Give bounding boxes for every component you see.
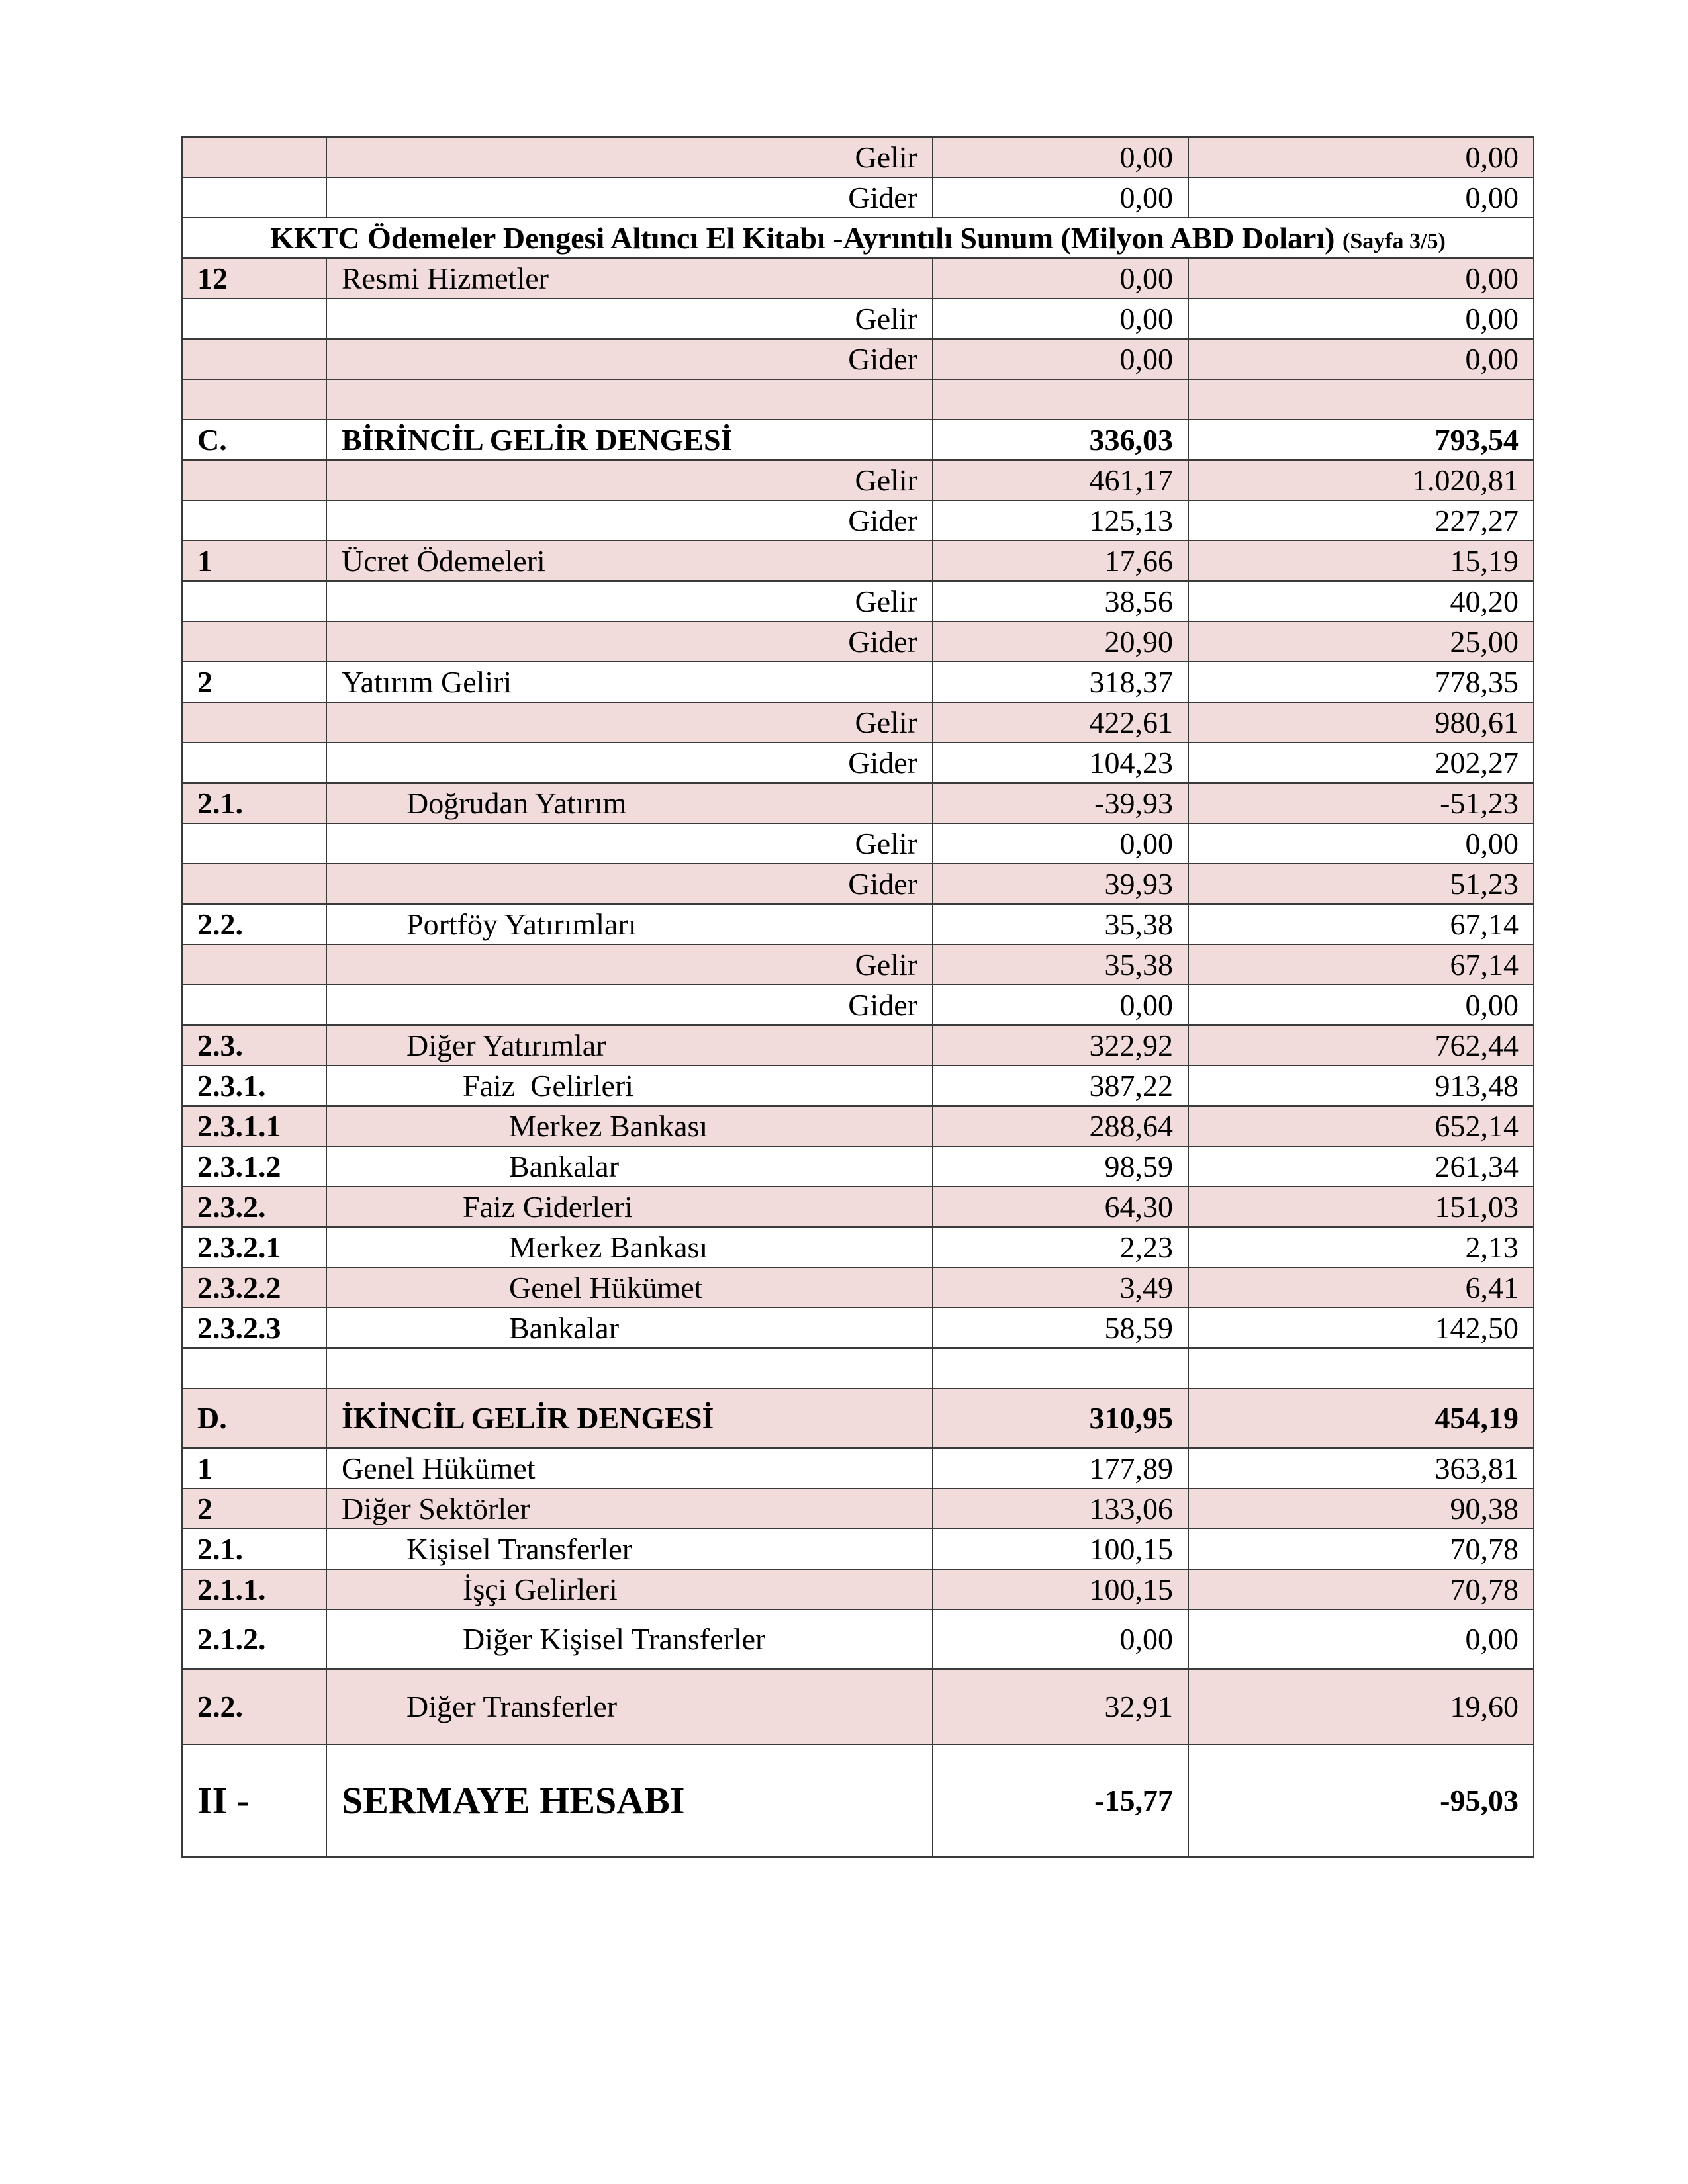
value-col1: 387,22	[933, 1066, 1188, 1106]
value-col2: 0,00	[1188, 1610, 1534, 1669]
value-col2: 67,14	[1188, 904, 1534, 944]
table-row	[182, 1227, 1534, 1267]
value-col2: 0,00	[1188, 298, 1534, 339]
row-label: Diğer Kişisel Transferler	[326, 1610, 933, 1669]
value-col2: 40,20	[1188, 581, 1534, 621]
value-col1: 104,23	[933, 743, 1188, 783]
table-row	[182, 258, 1534, 298]
value-col1: 310,95	[933, 1388, 1188, 1448]
value-col1: 2,23	[933, 1227, 1188, 1267]
value-col1: 35,38	[933, 944, 1188, 985]
value-col1: 32,91	[933, 1669, 1188, 1745]
code-cell: II -	[182, 1745, 326, 1857]
value-col2: 70,78	[1188, 1529, 1534, 1569]
code-cell: 2.3.1.1	[182, 1106, 326, 1146]
value-col1: 177,89	[933, 1448, 1188, 1488]
table-row	[182, 743, 1534, 783]
row-label: Bankalar	[326, 1308, 933, 1348]
table-row	[182, 581, 1534, 621]
code-cell	[182, 864, 326, 904]
value-col2: 454,19	[1188, 1388, 1534, 1448]
value-col1: 38,56	[933, 581, 1188, 621]
table-row	[182, 864, 1534, 904]
row-label: SERMAYE HESABI	[326, 1745, 933, 1857]
value-col2: 0,00	[1188, 985, 1534, 1025]
value-col1: 322,92	[933, 1025, 1188, 1066]
value-col1: 100,15	[933, 1569, 1188, 1610]
value-col1: 3,49	[933, 1267, 1188, 1308]
sub-label: Gider	[326, 500, 933, 541]
value-col2: 913,48	[1188, 1066, 1534, 1106]
code-cell	[182, 702, 326, 743]
row-label: Merkez Bankası	[326, 1106, 933, 1146]
sub-label: Gider	[326, 621, 933, 662]
code-cell: 2	[182, 662, 326, 702]
value-col1: 100,15	[933, 1529, 1188, 1569]
table-row	[182, 177, 1534, 218]
row-label: Genel Hükümet	[326, 1267, 933, 1308]
value-col2: 25,00	[1188, 621, 1534, 662]
value-col1: 20,90	[933, 621, 1188, 662]
sub-label: Gelir	[326, 298, 933, 339]
table-row	[182, 500, 1534, 541]
code-cell: C.	[182, 420, 326, 460]
table-row	[182, 1488, 1534, 1529]
value-col2: 51,23	[1188, 864, 1534, 904]
value-col2: 778,35	[1188, 662, 1534, 702]
row-label: İşçi Gelirleri	[326, 1569, 933, 1610]
value-col1: 17,66	[933, 541, 1188, 581]
value-col1: 64,30	[933, 1187, 1188, 1227]
sub-label: Gider	[326, 864, 933, 904]
balance-of-payments-table	[181, 136, 1534, 1858]
sub-label: Gider	[326, 985, 933, 1025]
table-row	[182, 541, 1534, 581]
value-col1: 461,17	[933, 460, 1188, 500]
table-row	[182, 621, 1534, 662]
sub-label: Gelir	[326, 137, 933, 177]
value-col2: 0,00	[1188, 137, 1534, 177]
table-row	[182, 1308, 1534, 1348]
sub-label: Gelir	[326, 702, 933, 743]
value-col2: 67,14	[1188, 944, 1534, 985]
sub-label: Gider	[326, 339, 933, 379]
code-cell	[182, 339, 326, 379]
code-cell	[182, 581, 326, 621]
code-cell: 2.1.	[182, 1529, 326, 1569]
row-label: Yatırım Geliri	[326, 662, 933, 702]
row-label: Doğrudan Yatırım	[326, 783, 933, 823]
value-col1: 35,38	[933, 904, 1188, 944]
row-label: Genel Hükümet	[326, 1448, 933, 1488]
section-header-row	[182, 1745, 1534, 1857]
sub-label: Gider	[326, 177, 933, 218]
value-col1: 0,00	[933, 1610, 1188, 1669]
value-col2: -95,03	[1188, 1745, 1534, 1857]
value-col2: 0,00	[1188, 339, 1534, 379]
value-col1: 288,64	[933, 1106, 1188, 1146]
sub-label: Gider	[326, 743, 933, 783]
code-cell: 2.3.1.2	[182, 1146, 326, 1187]
code-cell	[182, 460, 326, 500]
code-cell: 1	[182, 1448, 326, 1488]
table-row	[182, 1267, 1534, 1308]
table-row	[182, 1106, 1534, 1146]
table-row	[182, 702, 1534, 743]
value-col2: 90,38	[1188, 1488, 1534, 1529]
table-row	[182, 1025, 1534, 1066]
value-col2: 793,54	[1188, 420, 1534, 460]
table-row	[182, 662, 1534, 702]
code-cell: 2.3.1.	[182, 1066, 326, 1106]
row-label: Faiz Gelirleri	[326, 1066, 933, 1106]
table-row	[182, 1669, 1534, 1745]
row-label: Diğer Yatırımlar	[326, 1025, 933, 1066]
sub-label: Gelir	[326, 823, 933, 864]
value-col1: 0,00	[933, 823, 1188, 864]
value-col1: 422,61	[933, 702, 1188, 743]
row-label: Bankalar	[326, 1146, 933, 1187]
value-col2: 15,19	[1188, 541, 1534, 581]
table-row	[182, 823, 1534, 864]
row-label: İKİNCİL GELİR DENGESİ	[326, 1388, 933, 1448]
value-col2: 762,44	[1188, 1025, 1534, 1066]
value-col1: -39,93	[933, 783, 1188, 823]
code-cell: 2.3.2.1	[182, 1227, 326, 1267]
code-cell: 2.1.1.	[182, 1569, 326, 1610]
value-col2: 363,81	[1188, 1448, 1534, 1488]
code-cell: 2.2.	[182, 1669, 326, 1745]
value-col1: 318,37	[933, 662, 1188, 702]
section-header-row	[182, 1388, 1534, 1448]
code-cell: 12	[182, 258, 326, 298]
table-row	[182, 460, 1534, 500]
code-cell	[182, 944, 326, 985]
value-col2: 227,27	[1188, 500, 1534, 541]
blank-row	[182, 1348, 1534, 1388]
code-cell	[182, 823, 326, 864]
title-main: KKTC Ödemeler Dengesi Altıncı El Kitabı -Ayrıntılı Sunum (Milyon ABD Doları)	[270, 220, 1335, 255]
value-col2: 652,14	[1188, 1106, 1534, 1146]
table-row	[182, 1448, 1534, 1488]
code-cell: 2.1.2.	[182, 1610, 326, 1669]
value-col2: 0,00	[1188, 258, 1534, 298]
table-row	[182, 783, 1534, 823]
value-col1: 39,93	[933, 864, 1188, 904]
value-col1: 0,00	[933, 985, 1188, 1025]
code-cell	[182, 985, 326, 1025]
table-row	[182, 1187, 1534, 1227]
row-label: Diğer Sektörler	[326, 1488, 933, 1529]
value-col1: 0,00	[933, 137, 1188, 177]
value-col2: 6,41	[1188, 1267, 1534, 1308]
row-label: Diğer Transferler	[326, 1669, 933, 1745]
value-col2: 980,61	[1188, 702, 1534, 743]
title-page-ref: (Sayfa 3/5)	[1342, 228, 1446, 253]
table-row	[182, 1569, 1534, 1610]
code-cell	[182, 177, 326, 218]
value-col2: 142,50	[1188, 1308, 1534, 1348]
row-label: Ücret Ödemeleri	[326, 541, 933, 581]
code-cell: 2.2.	[182, 904, 326, 944]
value-col1: 58,59	[933, 1308, 1188, 1348]
table-row	[182, 298, 1534, 339]
value-col1: 125,13	[933, 500, 1188, 541]
code-cell	[182, 298, 326, 339]
row-label: Portföy Yatırımları	[326, 904, 933, 944]
value-col2: 0,00	[1188, 177, 1534, 218]
value-col2: 0,00	[1188, 823, 1534, 864]
code-cell	[182, 621, 326, 662]
code-cell: 2.3.2.2	[182, 1267, 326, 1308]
row-label: BİRİNCİL GELİR DENGESİ	[326, 420, 933, 460]
code-cell: 2.1.	[182, 783, 326, 823]
value-col1: 0,00	[933, 298, 1188, 339]
title-row	[182, 218, 1534, 258]
table-row	[182, 339, 1534, 379]
code-cell: 2.3.2.3	[182, 1308, 326, 1348]
value-col1: 336,03	[933, 420, 1188, 460]
value-col2: 70,78	[1188, 1569, 1534, 1610]
row-label: Kişisel Transferler	[326, 1529, 933, 1569]
value-col2: 19,60	[1188, 1669, 1534, 1745]
value-col1: -15,77	[933, 1745, 1188, 1857]
row-label: Resmi Hizmetler	[326, 258, 933, 298]
sub-label: Gelir	[326, 460, 933, 500]
table-row	[182, 1066, 1534, 1106]
value-col2: 1.020,81	[1188, 460, 1534, 500]
code-cell: 2.3.	[182, 1025, 326, 1066]
section-header-row	[182, 420, 1534, 460]
table-row	[182, 1610, 1534, 1669]
table-row	[182, 985, 1534, 1025]
table-row	[182, 1146, 1534, 1187]
row-label: Faiz Giderleri	[326, 1187, 933, 1227]
value-col1: 0,00	[933, 258, 1188, 298]
code-cell: 2	[182, 1488, 326, 1529]
table-row	[182, 1529, 1534, 1569]
code-cell: 1	[182, 541, 326, 581]
value-col2: 2,13	[1188, 1227, 1534, 1267]
value-col1: 0,00	[933, 177, 1188, 218]
code-cell: 2.3.2.	[182, 1187, 326, 1227]
sub-label: Gelir	[326, 944, 933, 985]
value-col1: 0,00	[933, 339, 1188, 379]
value-col1: 98,59	[933, 1146, 1188, 1187]
value-col2: 202,27	[1188, 743, 1534, 783]
code-cell	[182, 500, 326, 541]
table-row	[182, 904, 1534, 944]
value-col2: -51,23	[1188, 783, 1534, 823]
row-label: Merkez Bankası	[326, 1227, 933, 1267]
code-cell	[182, 743, 326, 783]
value-col2: 261,34	[1188, 1146, 1534, 1187]
page-title	[182, 218, 1534, 258]
code-cell	[182, 137, 326, 177]
sub-label: Gelir	[326, 581, 933, 621]
blank-row	[182, 379, 1534, 420]
value-col1: 133,06	[933, 1488, 1188, 1529]
code-cell: D.	[182, 1388, 326, 1448]
table-row	[182, 137, 1534, 177]
table-row	[182, 944, 1534, 985]
value-col2: 151,03	[1188, 1187, 1534, 1227]
